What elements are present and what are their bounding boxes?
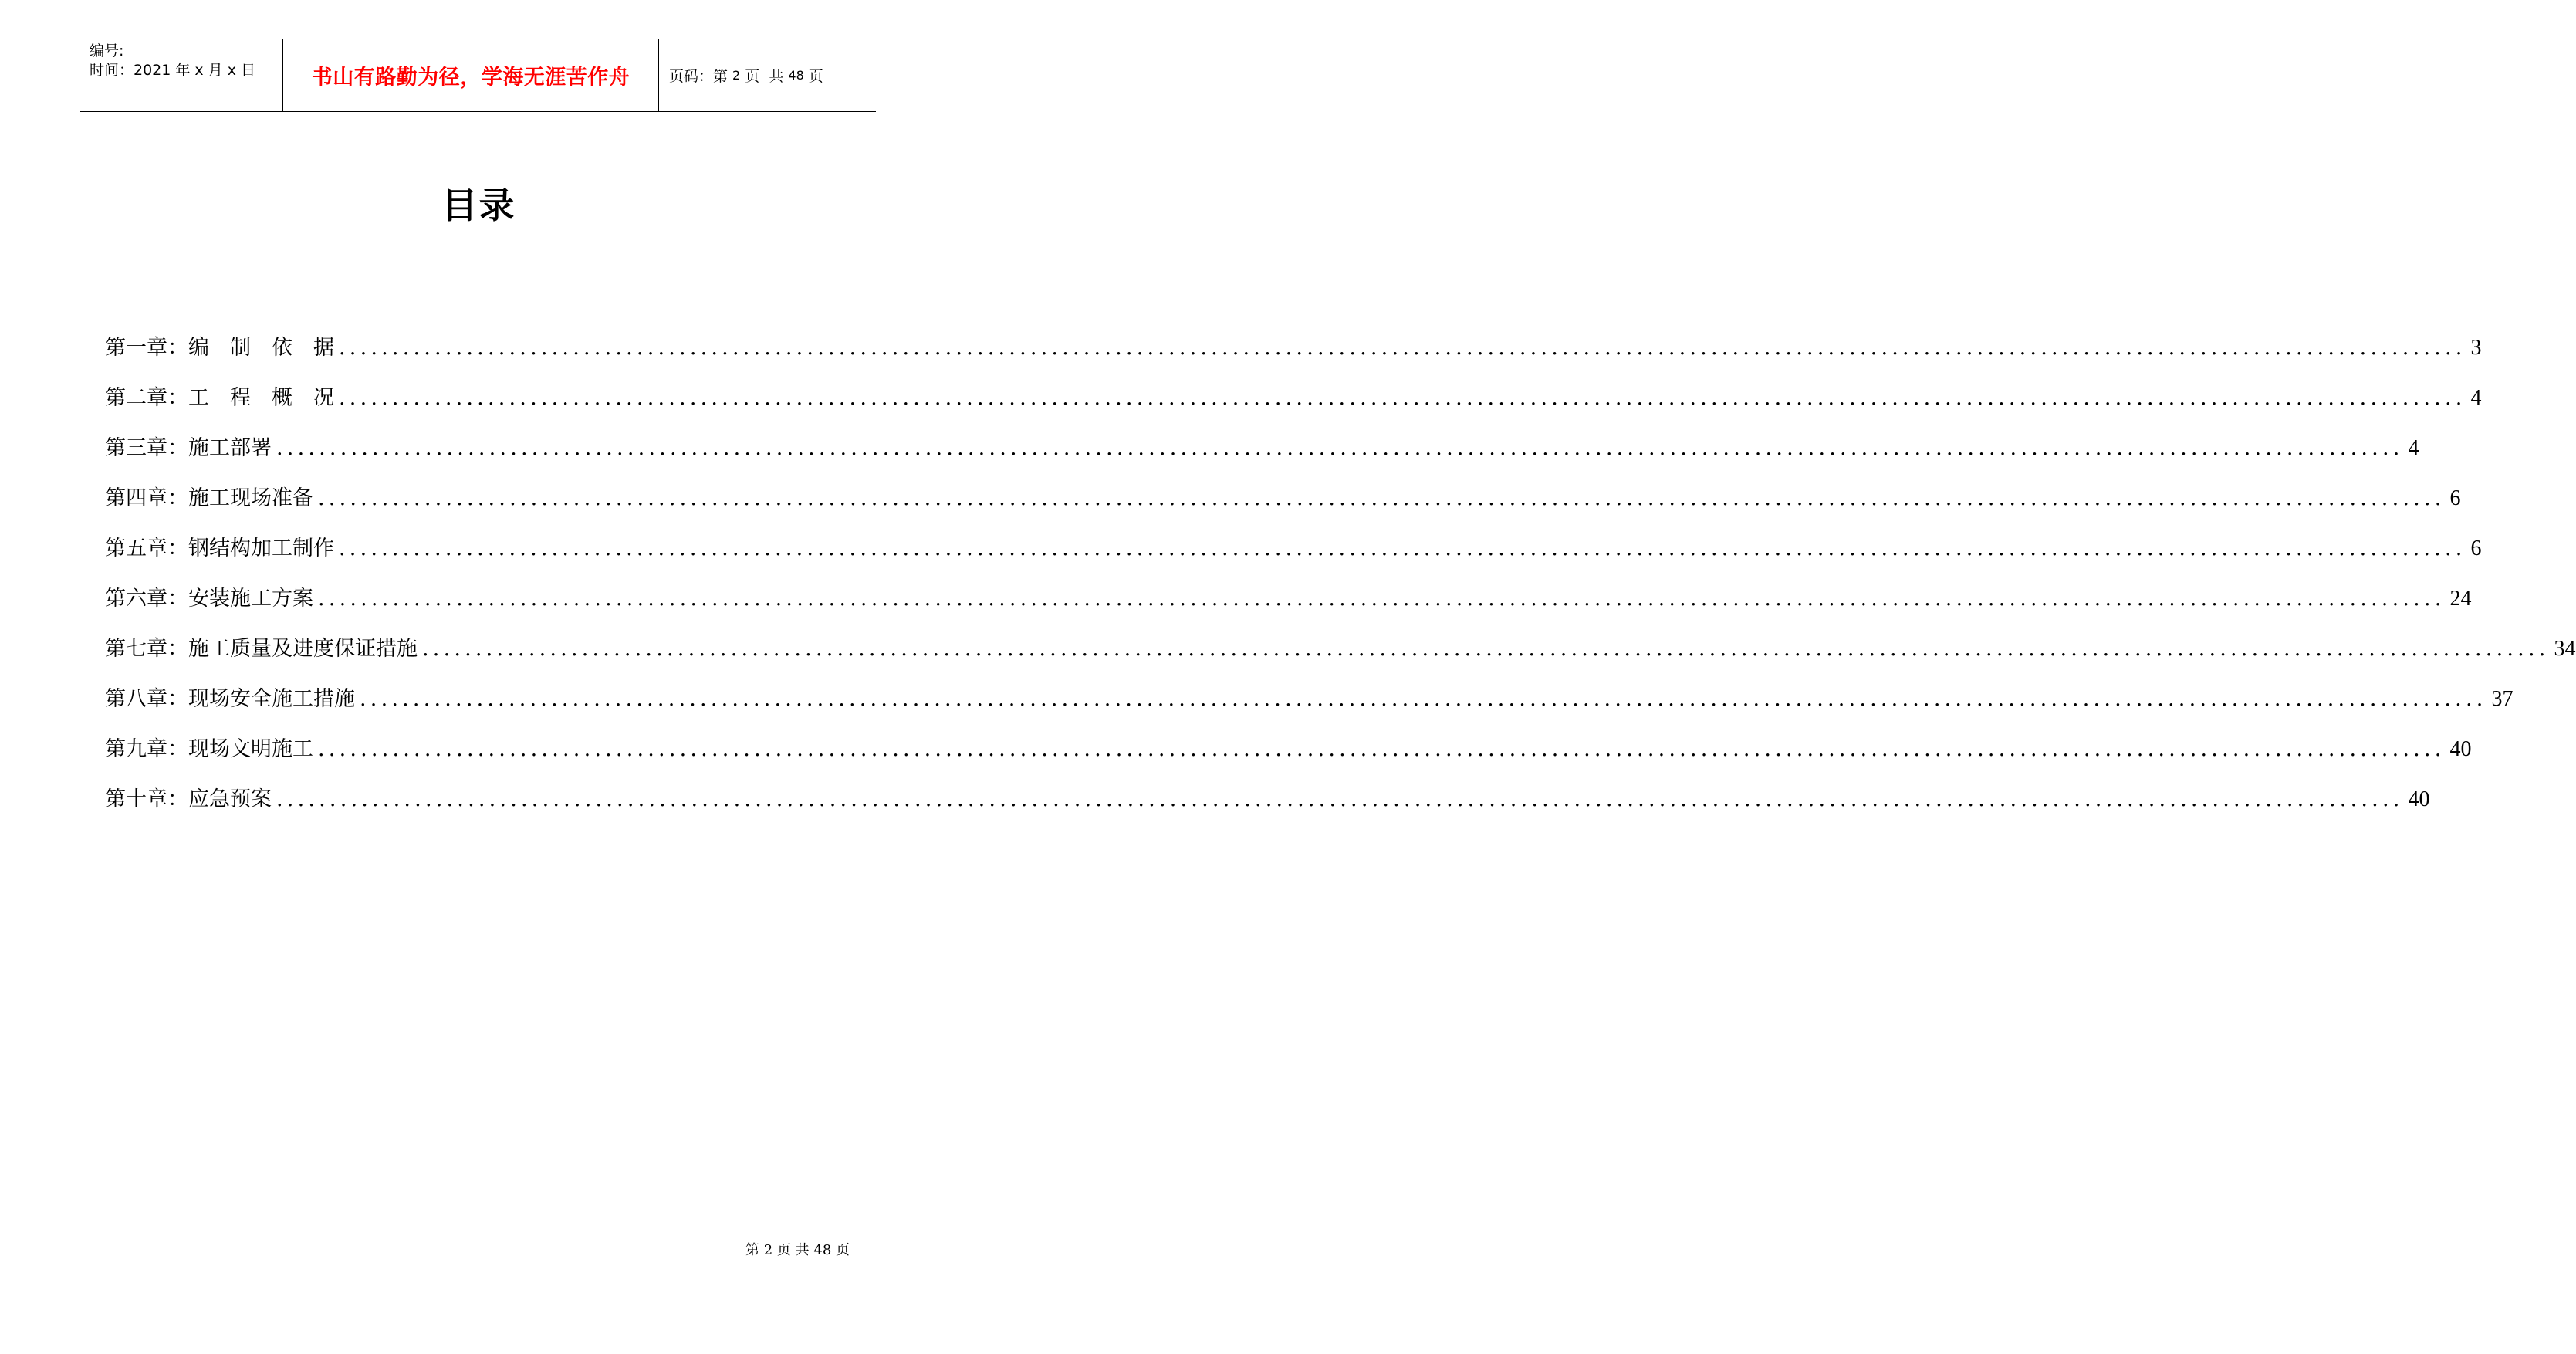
toc-item-label: 第三章：施工部署 — [105, 436, 272, 460]
toc-item-label: 第七章：施工质量及进度保证措施 — [105, 637, 418, 661]
toc-leader-dots: ........................................................................................................................................................................................................ — [422, 637, 2550, 661]
toc-item-page: 6 — [2449, 486, 2461, 510]
toc-item[interactable] — [105, 330, 2482, 381]
toc-item-page: 3 — [2470, 336, 2482, 360]
page-current: 2 — [732, 68, 741, 83]
table-of-contents — [105, 330, 2576, 832]
toc-item-page: 37 — [2491, 687, 2513, 711]
toc-item-label: 第一章：编 制 依 据 — [105, 336, 334, 360]
toc-item-label: 第十章：应急预案 — [105, 787, 272, 811]
toc-leader-dots: ........................................................................................................................................................................................................ — [318, 587, 2446, 611]
toc-item-label: 第八章：现场安全施工措施 — [105, 687, 355, 711]
page-middle: 页 共 — [740, 68, 789, 85]
toc-item-label: 第九章：现场文明施工 — [105, 737, 313, 761]
toc-item[interactable] — [105, 481, 2461, 531]
toc-item-page: 40 — [2408, 787, 2430, 811]
toc-leader-dots: ........................................................................................................................................................................................................ — [339, 386, 2466, 410]
toc-item[interactable] — [105, 732, 2472, 782]
toc-item-page: 34 — [2554, 637, 2576, 661]
header-motto: 书山有路勤为径，学海无涯苦作舟 — [283, 39, 659, 111]
page-footer: 第 2 页 共 48 页 — [745, 1242, 850, 1258]
toc-item-label: 第四章：施工现场准备 — [105, 486, 313, 510]
toc-item[interactable] — [105, 631, 2576, 682]
document-title: 目录 — [441, 184, 516, 226]
toc-leader-dots: ........................................................................................................................................................................................................ — [339, 336, 2466, 360]
page-header — [80, 39, 876, 112]
toc-item[interactable] — [105, 531, 2482, 581]
number-label: 编号: — [90, 42, 124, 59]
toc-item[interactable] — [105, 581, 2472, 631]
toc-leader-dots: ........................................................................................................................................................................................................ — [318, 737, 2446, 761]
toc-item[interactable] — [105, 381, 2482, 431]
toc-item-page: 6 — [2470, 537, 2482, 560]
toc-item-page: 4 — [2408, 436, 2419, 460]
page-prefix: 页码：第 — [669, 68, 733, 85]
toc-item-label: 第二章：工 程 概 况 — [105, 386, 334, 410]
header-page-info — [659, 39, 876, 111]
toc-item-page: 4 — [2470, 386, 2482, 410]
toc-leader-dots: ........................................................................................................................................................................................................ — [276, 787, 2404, 811]
toc-leader-dots: ........................................................................................................................................................................................................ — [339, 537, 2466, 560]
toc-item-label: 第六章：安装施工方案 — [105, 587, 313, 611]
time-label: 时间：2021 年 x 月 x 日 — [90, 62, 256, 79]
page-suffix: 页 — [803, 68, 823, 85]
toc-leader-dots: ........................................................................................................................................................................................................ — [276, 436, 2404, 460]
toc-item[interactable] — [105, 782, 2430, 832]
header-meta — [80, 39, 283, 111]
toc-item-page: 24 — [2449, 587, 2472, 611]
page-total: 48 — [788, 68, 804, 83]
toc-leader-dots: ........................................................................................................................................................................................................ — [318, 486, 2446, 510]
toc-item-page: 40 — [2449, 737, 2472, 761]
toc-item[interactable] — [105, 431, 2419, 481]
toc-item[interactable] — [105, 682, 2513, 732]
toc-leader-dots: ........................................................................................................................................................................................................ — [360, 687, 2487, 711]
toc-item-label: 第五章：钢结构加工制作 — [105, 537, 334, 560]
